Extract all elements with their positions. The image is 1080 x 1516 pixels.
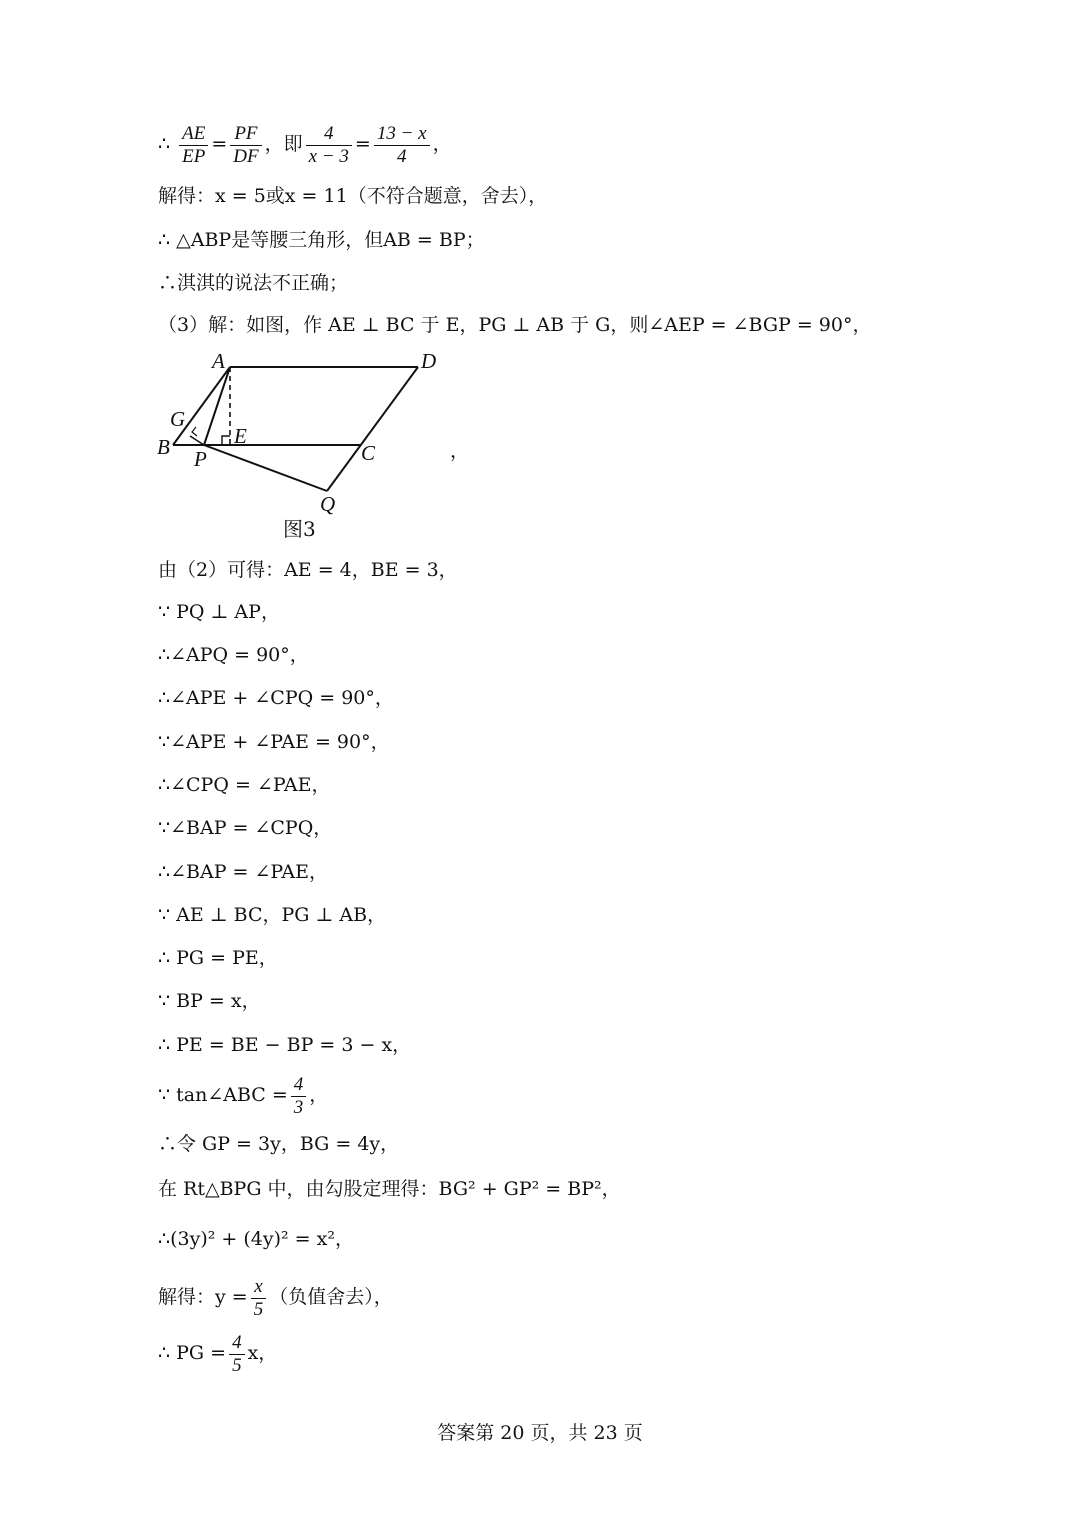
right-angle-mark-e xyxy=(222,436,230,445)
right-angle-mark-g xyxy=(192,427,197,436)
text-line-14: ∵ AE ⊥ BC，PG ⊥ AB， xyxy=(158,904,387,926)
line-prefix: ∴ PG = xyxy=(158,1342,227,1364)
label-g: G xyxy=(170,407,186,431)
segment-pq xyxy=(204,445,327,491)
connector-text: ，即 xyxy=(264,133,303,155)
line-end-punct: （负值舍去）， xyxy=(269,1286,393,1308)
equals-sign: = xyxy=(354,133,371,155)
line-prefix: ∵ tan∠ABC = xyxy=(158,1084,288,1106)
fraction-pf-df xyxy=(230,123,261,168)
label-e: E xyxy=(234,424,247,448)
fraction-numerator: x xyxy=(251,1276,267,1299)
fraction-4-3 xyxy=(291,1074,307,1119)
text-line-7: ∵ PQ ⊥ AP， xyxy=(158,601,280,623)
text-line-11: ∴∠CPQ = ∠PAE， xyxy=(158,774,331,796)
label-c: C xyxy=(361,441,376,465)
segment-ab xyxy=(173,367,230,445)
fraction-numerator: 13 − x xyxy=(374,123,430,146)
figure-caption: 图3 xyxy=(283,517,316,541)
equals-sign: = xyxy=(211,133,228,155)
fraction-denominator: 5 xyxy=(232,1354,242,1376)
segment-pg xyxy=(190,436,204,445)
fraction-denominator: EP xyxy=(182,145,206,167)
text-line-21: ∴(3y)² + (4y)² = x²， xyxy=(158,1228,354,1250)
fraction-denominator: 3 xyxy=(293,1096,304,1118)
fraction-numerator: PF xyxy=(230,123,261,146)
label-d: D xyxy=(421,349,437,373)
fraction-denominator: DF xyxy=(233,145,259,167)
fraction-4-x-3 xyxy=(306,123,352,168)
figure-trailing-comma: ， xyxy=(450,440,470,462)
text-line-5: （3）解：如图，作 AE ⊥ BC 于 E，PG ⊥ AB 于 G，则∠AEP = ∠BGP = 90°， xyxy=(158,314,872,336)
fraction-ae-ep xyxy=(179,123,208,168)
label-q: Q xyxy=(320,492,336,515)
label-p: P xyxy=(194,447,207,471)
text-line-20: 在 Rt△BPG 中，由勾股定理得：BG² + GP² = BP²， xyxy=(158,1178,621,1200)
fraction-numerator: 4 xyxy=(306,123,352,146)
geometry-figure-3 xyxy=(150,340,450,515)
text-line-8: ∴∠APQ = 90°， xyxy=(158,644,309,666)
line-end-punct: ， xyxy=(309,1084,329,1106)
text-line-10: ∵∠APE + ∠PAE = 90°， xyxy=(158,731,390,753)
text-line-2: 解得：x = 5或x = 11（不符合题意，舍去）， xyxy=(158,185,548,207)
line-prefix: 解得：y = xyxy=(158,1286,248,1308)
fraction-numerator: AE xyxy=(179,123,208,146)
text-line-3: ∴ △ABP是等腰三角形，但AB = BP； xyxy=(158,229,485,251)
label-b: B xyxy=(157,435,170,459)
text-line-4: ∴淇淇的说法不正确； xyxy=(158,272,349,294)
text-line-23 xyxy=(158,1328,277,1378)
line-end-punct: x， xyxy=(247,1342,278,1364)
segment-ap xyxy=(204,367,230,445)
fraction-numerator: 4 xyxy=(291,1074,307,1097)
text-line-16: ∵ BP = x， xyxy=(158,990,261,1012)
text-line-13: ∴∠BAP = ∠PAE， xyxy=(158,861,329,883)
text-line-19: ∴令 GP = 3y，BG = 4y， xyxy=(158,1133,400,1155)
equation-line-1 xyxy=(158,118,452,170)
fraction-4-5 xyxy=(229,1332,245,1377)
fraction-denominator: 4 xyxy=(396,145,407,167)
text-line-17: ∴ PE = BE − BP = 3 − x， xyxy=(158,1034,412,1056)
fraction-x-5 xyxy=(251,1276,267,1321)
text-line-22 xyxy=(158,1272,393,1322)
fraction-denominator: x − 3 xyxy=(308,145,349,167)
therefore-symbol: ∴ xyxy=(158,133,171,155)
page-footer: 答案第 20 页，共 23 页 xyxy=(437,1422,643,1444)
fraction-13-x-4 xyxy=(374,123,430,168)
segment-dq xyxy=(327,367,418,491)
text-line-15: ∴ PG = PE， xyxy=(158,947,278,969)
text-line-18 xyxy=(158,1070,328,1120)
fraction-numerator: 4 xyxy=(229,1332,245,1355)
text-line-9: ∴∠APE + ∠CPQ = 90°， xyxy=(158,687,394,709)
text-line-12: ∵∠BAP = ∠CPQ， xyxy=(158,817,333,839)
text-line-6: 由（2）可得：AE = 4，BE = 3， xyxy=(158,559,458,581)
line-end-punct: ， xyxy=(432,133,452,155)
label-a: A xyxy=(212,349,225,373)
fraction-denominator: 5 xyxy=(253,1298,264,1320)
